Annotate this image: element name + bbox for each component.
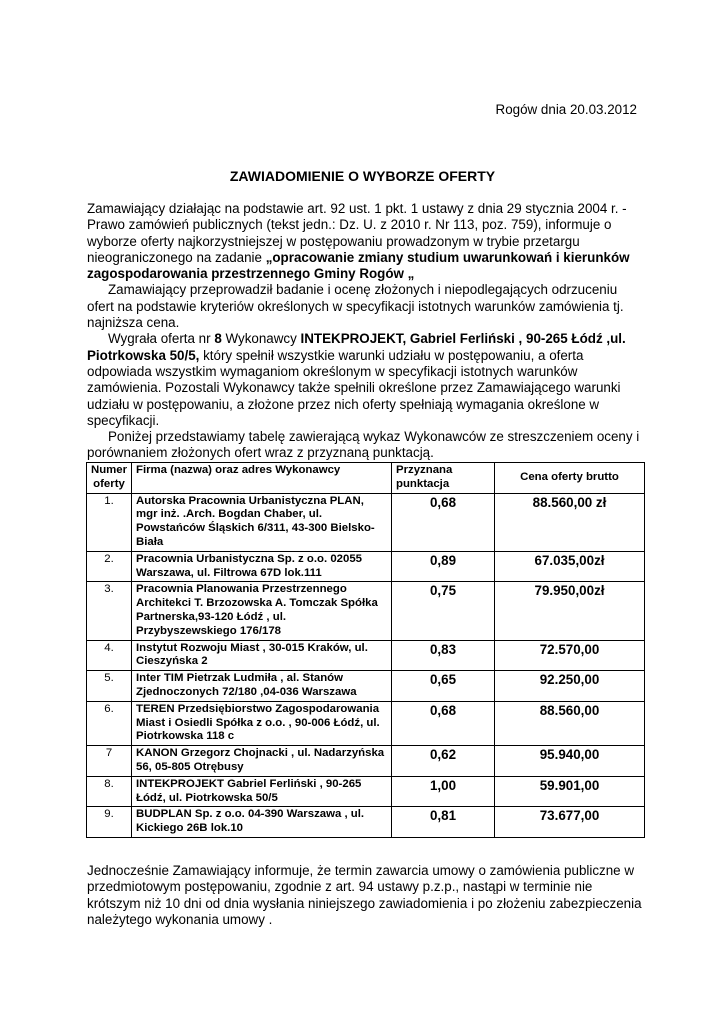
header-offer-number: Numer oferty	[87, 463, 132, 494]
offer-points: 1,00	[392, 776, 495, 807]
header-points: Przyznana punktacja	[392, 463, 495, 494]
offer-firm: Autorska Pracownia Urbanistyczna PLAN, mgr inż. .Arch. Bogdan Chaber, ul. Powstańców Śląskich 6/311, 43-300 Bielsko- Biała	[132, 493, 392, 551]
intro-body	[87, 201, 643, 462]
table-row	[87, 551, 645, 582]
offer-price: 95.940,00	[495, 746, 645, 777]
offer-number: 4.	[87, 640, 132, 671]
offer-points: 0,81	[392, 807, 495, 838]
offer-points: 0,65	[392, 671, 495, 702]
offer-firm: Pracownia Urbanistyczna Sp. z o.o. 02055 Warszawa, ul. Filtrowa 67D lok.111	[132, 551, 392, 582]
offer-price: 79.950,00zł	[495, 582, 645, 640]
intro-paragraph-3-start: Wygrała oferta nr	[108, 331, 215, 347]
table-row	[87, 776, 645, 807]
intro-paragraph-2: Zamawiający przeprowadził badanie i ocenę złożonych i niepodlegających odrzuceniu ofert na podstawie kryteriów określonych w specyfikacji istotnych warunków zamówienia tj. najniższa cena.	[87, 282, 624, 331]
table-row	[87, 701, 645, 745]
table-row	[87, 582, 645, 640]
offer-firm: TEREN Przedsiębiorstwo Zagospodarowania Miast i Osiedli Spółka z o.o. , 90-006 Łódź, ul. Piotrkowska 118 c	[132, 701, 392, 745]
task-name: „opracowanie zmiany studium uwarunkowań i kierunków zagospodarowania przestrzennego Gminy Rogów „	[87, 249, 630, 282]
winning-offer-number: 8	[214, 331, 222, 347]
offer-number: 3.	[87, 582, 132, 640]
offer-price: 92.250,00	[495, 671, 645, 702]
offer-price: 67.035,00zł	[495, 551, 645, 582]
offers-table-header	[87, 463, 645, 494]
offer-firm: BUDPLAN Sp. z o.o. 04-390 Warszawa , ul. Kickiego 26B lok.10	[132, 807, 392, 838]
header-price: Cena oferty brutto	[495, 463, 645, 494]
offer-number: 6.	[87, 701, 132, 745]
table-row	[87, 640, 645, 671]
header-firm: Firma (nazwa) oraz adres Wykonawcy	[132, 463, 392, 494]
offer-number: 7	[87, 746, 132, 777]
intro-paragraph-4: Poniżej przedstawiamy tabelę zawierającą wykaz Wykonawców ze streszczeniem oceny i porównaniem złożonych ofert wraz z przyznaną punktacją.	[87, 429, 640, 461]
offer-number: 1.	[87, 493, 132, 551]
table-row	[87, 746, 645, 777]
offer-points: 0,83	[392, 640, 495, 671]
offer-price: 72.570,00	[495, 640, 645, 671]
offer-firm: KANON Grzegorz Chojnacki , ul. Nadarzyńska 56, 05-805 Otrębusy	[132, 746, 392, 777]
offer-points: 0,68	[392, 701, 495, 745]
offer-firm: INTEKPROJEKT Gabriel Ferliński , 90-265 Łódź, ul. Piotrkowska 50/5	[132, 776, 392, 807]
offer-firm: Inter TIM Pietrzak Ludmiła , al. Stanów Zjednoczonych 72/180 ,04-036 Warszawa	[132, 671, 392, 702]
table-row	[87, 807, 645, 838]
document-title: ZAWIADOMIENIE O WYBORZE OFERTY	[229, 168, 496, 184]
offer-number: 2.	[87, 551, 132, 582]
offer-price: 73.677,00	[495, 807, 645, 838]
offer-firm: Instytut Rozwoju Miast , 30-015 Kraków, ul. Cieszyńska 2	[132, 640, 392, 671]
offer-points: 0,75	[392, 582, 495, 640]
offer-number: 9.	[87, 807, 132, 838]
table-row	[87, 493, 645, 551]
table-row	[87, 671, 645, 702]
offer-number: 5.	[87, 671, 132, 702]
offers-table	[86, 462, 645, 838]
closing-paragraph: Jednocześnie Zamawiający informuje, że termin zawarcia umowy o zamówienia publiczne w przedmiotowym postępowaniu, zgodnie z art. 94 ustawy p.z.p., nastąpi w terminie nie krótszym niż 10 dni od dnia wysłania niniejszego zawiadomienia i po złożeniu zabezpieczenia należytego wykonania umowy .	[87, 863, 642, 927]
offer-price: 59.901,00	[495, 776, 645, 807]
winning-contractor: INTEKPROJEKT, Gabriel Ferliński , 90-265 Łódź ,ul. Piotrkowska 50/5,	[87, 331, 626, 363]
offer-firm: Pracownia Planowania Przestrzennego Architekci T. Brzozowska A. Tomczak Spółka Partnerska,93-120 Łódź , ul. Przybyszewskiego 176/178	[132, 582, 392, 640]
offer-number: 8.	[87, 776, 132, 807]
offer-points: 0,68	[392, 493, 495, 551]
document-date: Rogów dnia 20.03.2012	[495, 102, 637, 117]
intro-paragraph-1: Zamawiający działając na podstawie art. 92 ust. 1 pkt. 1 ustawy z dnia 29 stycznia 2004 r. - Prawo zamówień publicznych (tekst jedn.: Dz. U. z 2010 r. Nr 113, poz. 759), informuje o wyborze oferty najkorzystniejszej w postępowaniu prowadzonym w trybie przetargu nieograniczonego na zadanie	[87, 201, 627, 265]
intro-paragraph-3-end: który spełnił wszystkie warunki udziału w postępowaniu, a oferta odpowiada wszystkim wymaganiom określonym w specyfikacji istotnych warunków zamówienia. Pozostali Wykonawcy także spełnili określone przez Zamawiającego warunki udziału w postępowaniu, a złożone przez nich oferty spełniają wymagania określone w specyfikacji.	[87, 347, 621, 428]
offer-points: 0,62	[392, 746, 495, 777]
offer-price: 88.560,00	[495, 701, 645, 745]
offer-price: 88.560,00 zł	[495, 493, 645, 551]
intro-paragraph-3-mid: Wykonawcy	[221, 331, 301, 347]
offer-points: 0,89	[392, 551, 495, 582]
